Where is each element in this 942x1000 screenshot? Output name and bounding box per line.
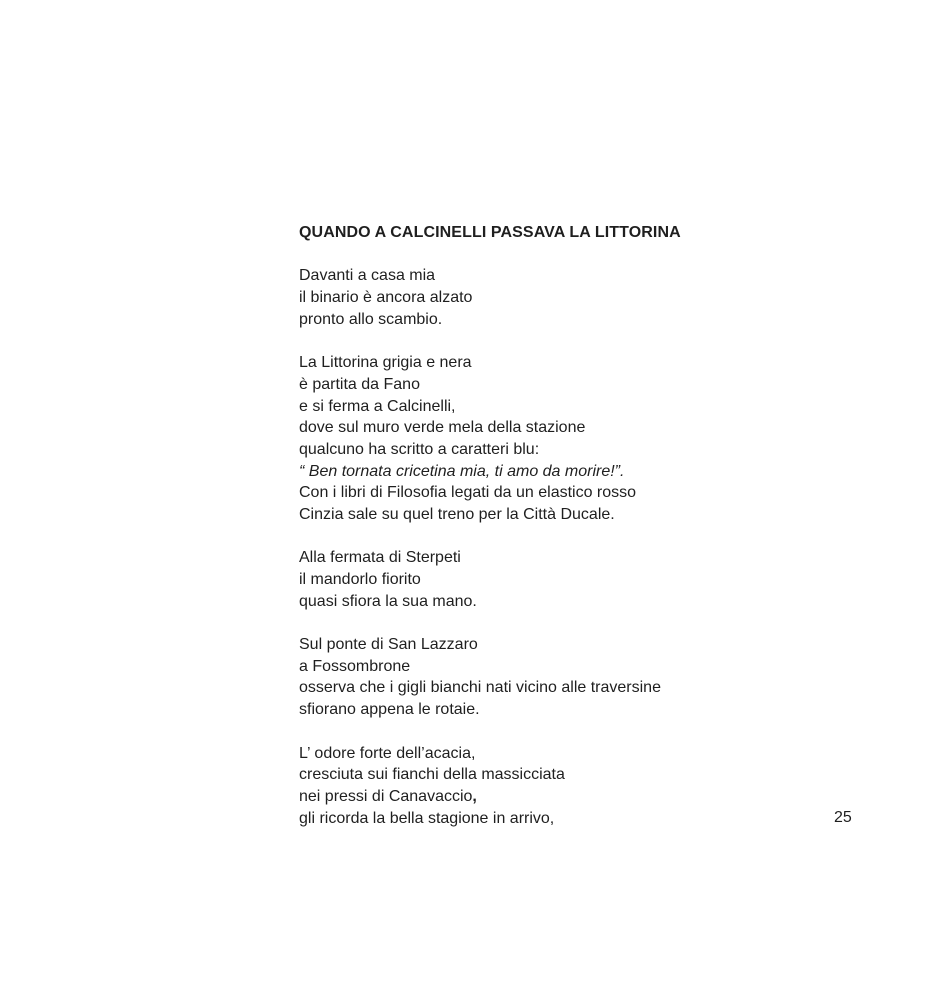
poem-title: QUANDO A CALCINELLI PASSAVA LA LITTORINA: [299, 224, 681, 241]
poem-text-segment: gli ricorda la bella stagione in arrivo,: [299, 809, 555, 827]
poem-text-segment: il mandorlo fiorito: [299, 571, 421, 589]
poem-text-segment: a Fossombrone: [299, 657, 411, 675]
stanza: [299, 352, 829, 526]
poem-text-segment: sfiorano appena le rotaie.: [299, 701, 480, 719]
poem-line: [299, 743, 829, 765]
poem-text-segment: nei pressi di Canavaccio: [299, 787, 473, 805]
poem-text-segment: Alla fermata di Sterpeti: [299, 549, 461, 567]
poem-line: [299, 396, 829, 418]
poem: [299, 222, 829, 829]
poem-line: [299, 569, 829, 591]
poem-line: [299, 656, 829, 678]
poem-text-segment: La Littorina grigia e nera: [299, 354, 472, 372]
stanza: [299, 743, 829, 830]
poem-text-segment: “ Ben tornata cricetina mia, ti amo da morire!”.: [299, 462, 625, 480]
poem-text-segment: osserva che i gigli bianchi nati vicino alle traversine: [299, 679, 661, 697]
poem-text-segment: dove sul muro verde mela della stazione: [299, 419, 586, 437]
poem-line: [299, 786, 829, 808]
poem-text-segment: cresciuta sui fianchi della massicciata: [299, 766, 565, 784]
poem-line: [299, 352, 829, 374]
poem-line: [299, 591, 829, 613]
poem-line: [299, 439, 829, 461]
poem-line: [299, 461, 829, 483]
poem-line: [299, 287, 829, 309]
poem-line: [299, 764, 829, 786]
poem-text-segment: qualcuno ha scritto a caratteri blu:: [299, 440, 540, 458]
poem-text-segment: Con i libri di Filosofia legati da un elastico rosso: [299, 484, 637, 502]
poem-line: [299, 482, 829, 504]
poem-text-segment: è partita da Fano: [299, 375, 420, 393]
poem-text-segment: ,: [472, 787, 477, 805]
poem-line: [299, 547, 829, 569]
poem-line: [299, 808, 829, 830]
poem-text-segment: Cinzia sale su quel treno per la Città Ducale.: [299, 505, 615, 523]
stanza: [299, 265, 829, 330]
poem-line: [299, 265, 829, 287]
poem-text-segment: Davanti a casa mia: [299, 267, 436, 285]
poem-line: [299, 677, 829, 699]
poem-stanzas: [299, 265, 829, 829]
poem-line: [299, 699, 829, 721]
stanza: [299, 547, 829, 612]
stanza: [299, 634, 829, 721]
poem-text-segment: il binario è ancora alzato: [299, 289, 473, 307]
poem-text-segment: L’ odore forte dell’acacia,: [299, 744, 476, 762]
poem-line: [299, 504, 829, 526]
poem-line: [299, 374, 829, 396]
poem-line: [299, 634, 829, 656]
poem-text-segment: e si ferma a Calcinelli,: [299, 397, 456, 415]
poem-text-segment: pronto allo scambio.: [299, 310, 443, 328]
poem-text-segment: quasi sfiora la sua mano.: [299, 592, 477, 610]
poem-line: [299, 417, 829, 439]
page-number: 25: [834, 809, 852, 826]
poem-line: [299, 309, 829, 331]
poem-text-segment: Sul ponte di San Lazzaro: [299, 636, 478, 654]
